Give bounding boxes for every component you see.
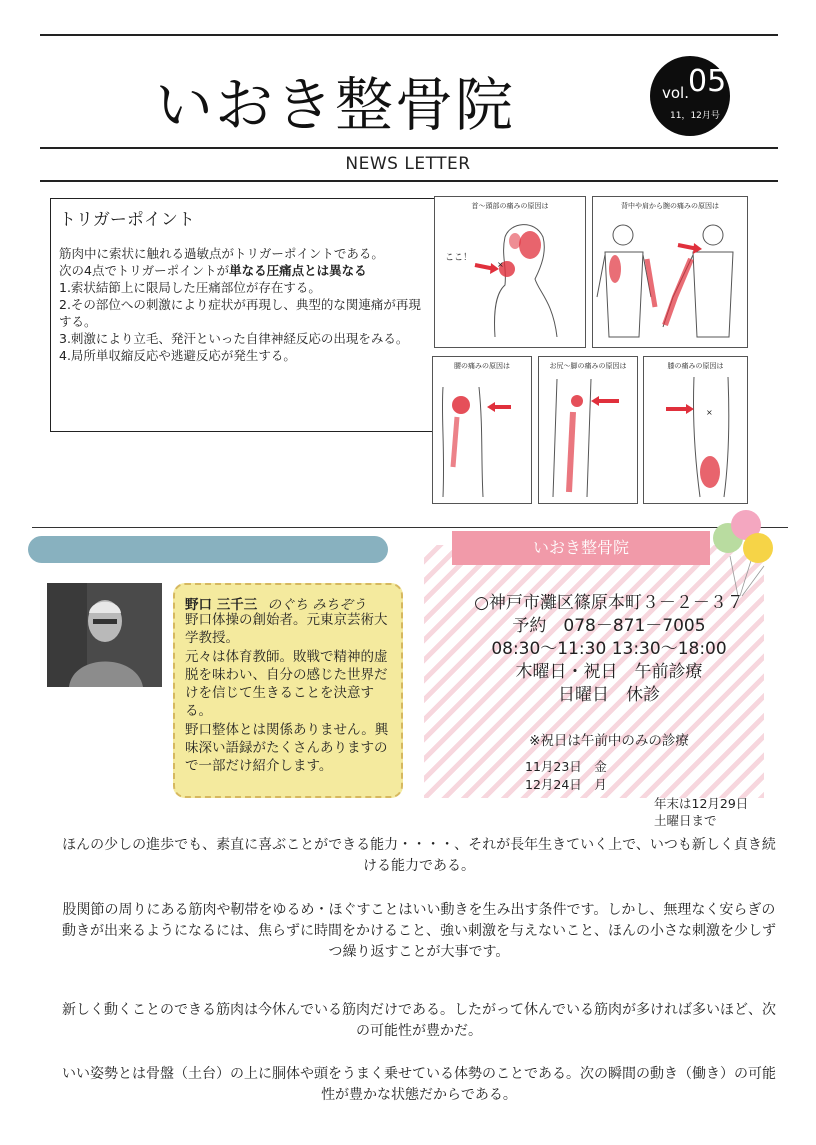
section-header-bar: [28, 536, 388, 563]
panel-caption-knee: 膝の痛みの原因は: [667, 362, 724, 370]
illustration-hip-leg: [538, 356, 638, 504]
trigger-intro-2: [59, 262, 429, 279]
volume-issue: 11，12月号: [670, 111, 720, 121]
lower-back-figure: [433, 357, 531, 503]
year-end-line-1: 年末は12月29日: [654, 796, 749, 811]
bio-reading: のぐち みちぞう: [267, 597, 367, 613]
svg-text:×: ×: [497, 260, 504, 269]
bio-name: 野口 三千三: [185, 597, 258, 613]
trigger-intro-2-bold: 単なる圧痛点とは異なる: [229, 263, 367, 278]
trigger-item-3: 3.刺激により立毛、発汗といった自律神経反応の出現をみる。: [59, 331, 409, 346]
section-divider: [32, 527, 788, 528]
trigger-item-1: 1.索状結節上に限局した圧痛部位が存在する。: [59, 280, 321, 295]
title-rule: [40, 147, 778, 149]
quote-3: 新しく動くことのできる筋肉は今休んでいる筋肉だけである。したがって休んでいる筋肉が多ければ多いほど、次の可能性が豊かだ。: [62, 1002, 776, 1039]
bio-line-2: 元々は体育教師。敗戦で精神的虚脱を味わい、自分の感じた世界だけを信じて生きることを決意する。: [185, 648, 388, 720]
clinic-address: ○神戸市灘区篠原本町３－２－３７: [474, 593, 744, 613]
clinic-phone: 予約 078－871－7005: [512, 616, 706, 636]
trigger-point-box: [50, 198, 435, 432]
knee-figure: [644, 357, 747, 503]
bio-text: [185, 611, 395, 776]
panel-caption-hip-leg: お尻～脚の痛みの原因は: [549, 362, 627, 370]
illustration-shoulder: [592, 196, 748, 348]
bio-name-line: [185, 593, 366, 613]
holiday-1: 11月23日 金: [525, 759, 607, 774]
quote-1: ほんの少しの進歩でも、素直に喜ぶことができる能力・・・・、それが長年生きていく上で、いつも新しく貞き続ける能力である。: [62, 837, 776, 874]
illustration-knee: [643, 356, 748, 504]
trigger-intro-2-prefix: 次の4点でトリガーポイントが: [59, 263, 230, 278]
clinic-details: [424, 592, 794, 707]
illustration-neck: [434, 196, 586, 348]
clinic-tab: いおき整骨院: [452, 531, 710, 565]
quote-2: 股関節の周りにある筋肉や靭帯をゆるめ・ほぐすことはいい動きを生み出す条件です。しかし、無理なく安らぎの動きが出来るようになるには、焦らずに時間をかけること、強い刺激を与えないこと、ほんの小さな刺激を少しずつ繰り返すことが大事です。: [62, 902, 776, 960]
year-end-line-2: 土曜日まで: [654, 813, 717, 828]
volume-prefix: vol.: [662, 84, 689, 102]
pointer-neck: ここ！: [445, 253, 473, 263]
trigger-point-title: トリガーポイント: [59, 210, 195, 230]
page-title: いおき整骨院: [155, 71, 516, 139]
illustration-lower-back: [432, 356, 532, 504]
bio-box: [173, 583, 403, 798]
newsletter-label: NEWS LETTER: [345, 154, 471, 174]
top-rule: [40, 34, 778, 36]
panel-caption-shoulder: 背中や肩から腕の痛みの原因は: [621, 202, 719, 210]
trigger-intro-1: 筋肉中に索状に触れる過敏点がトリガーポイントである。: [59, 246, 384, 261]
newsletter-rule: [40, 180, 778, 182]
clinic-half-day: 木曜日・祝日 午前診療: [515, 662, 703, 682]
svg-text:×: ×: [706, 408, 713, 417]
quote-4: いい姿勢とは骨盤（土台）の上に胴体や頭をうまく乗せている体勢のことである。次の瞬間の動き（働き）の可能性が豊かな状態だからである。: [62, 1066, 776, 1103]
bio-line-1: 野口体操の創始者。元東京芸術大学教授。: [185, 612, 388, 647]
clinic-closed: 日曜日 休診: [558, 685, 660, 705]
panel-caption-neck: 首～頭部の痛みの原因は: [471, 202, 549, 210]
volume-badge: [650, 56, 730, 136]
panel-caption-lower-back: 腰の痛みの原因は: [454, 362, 510, 370]
trigger-point-body: [59, 245, 429, 364]
balloons-icon: [712, 508, 778, 598]
holiday-2: 12月24日 月: [525, 777, 607, 792]
hip-leg-figure: [539, 357, 637, 503]
shoulder-figure: [593, 197, 747, 347]
bio-line-3: 野口整体とは関係ありません。興味深い語録がたくさんありますので一部だけ紹介します。: [185, 721, 389, 775]
neck-figure: [435, 197, 585, 347]
clinic-hours: 08:30～11:30 13:30～18:00: [491, 639, 727, 659]
volume-number: 05: [688, 64, 727, 99]
clinic-note: ※祝日は午前中のみの診療: [529, 733, 689, 749]
trigger-item-4: 4.局所単収縮反応や逃避反応が発生する。: [59, 348, 296, 363]
trigger-item-2: 2.その部位への刺激により症状が再現し、典型的な関連痛が再現する。: [59, 297, 421, 329]
portrait-photo: [47, 583, 162, 687]
